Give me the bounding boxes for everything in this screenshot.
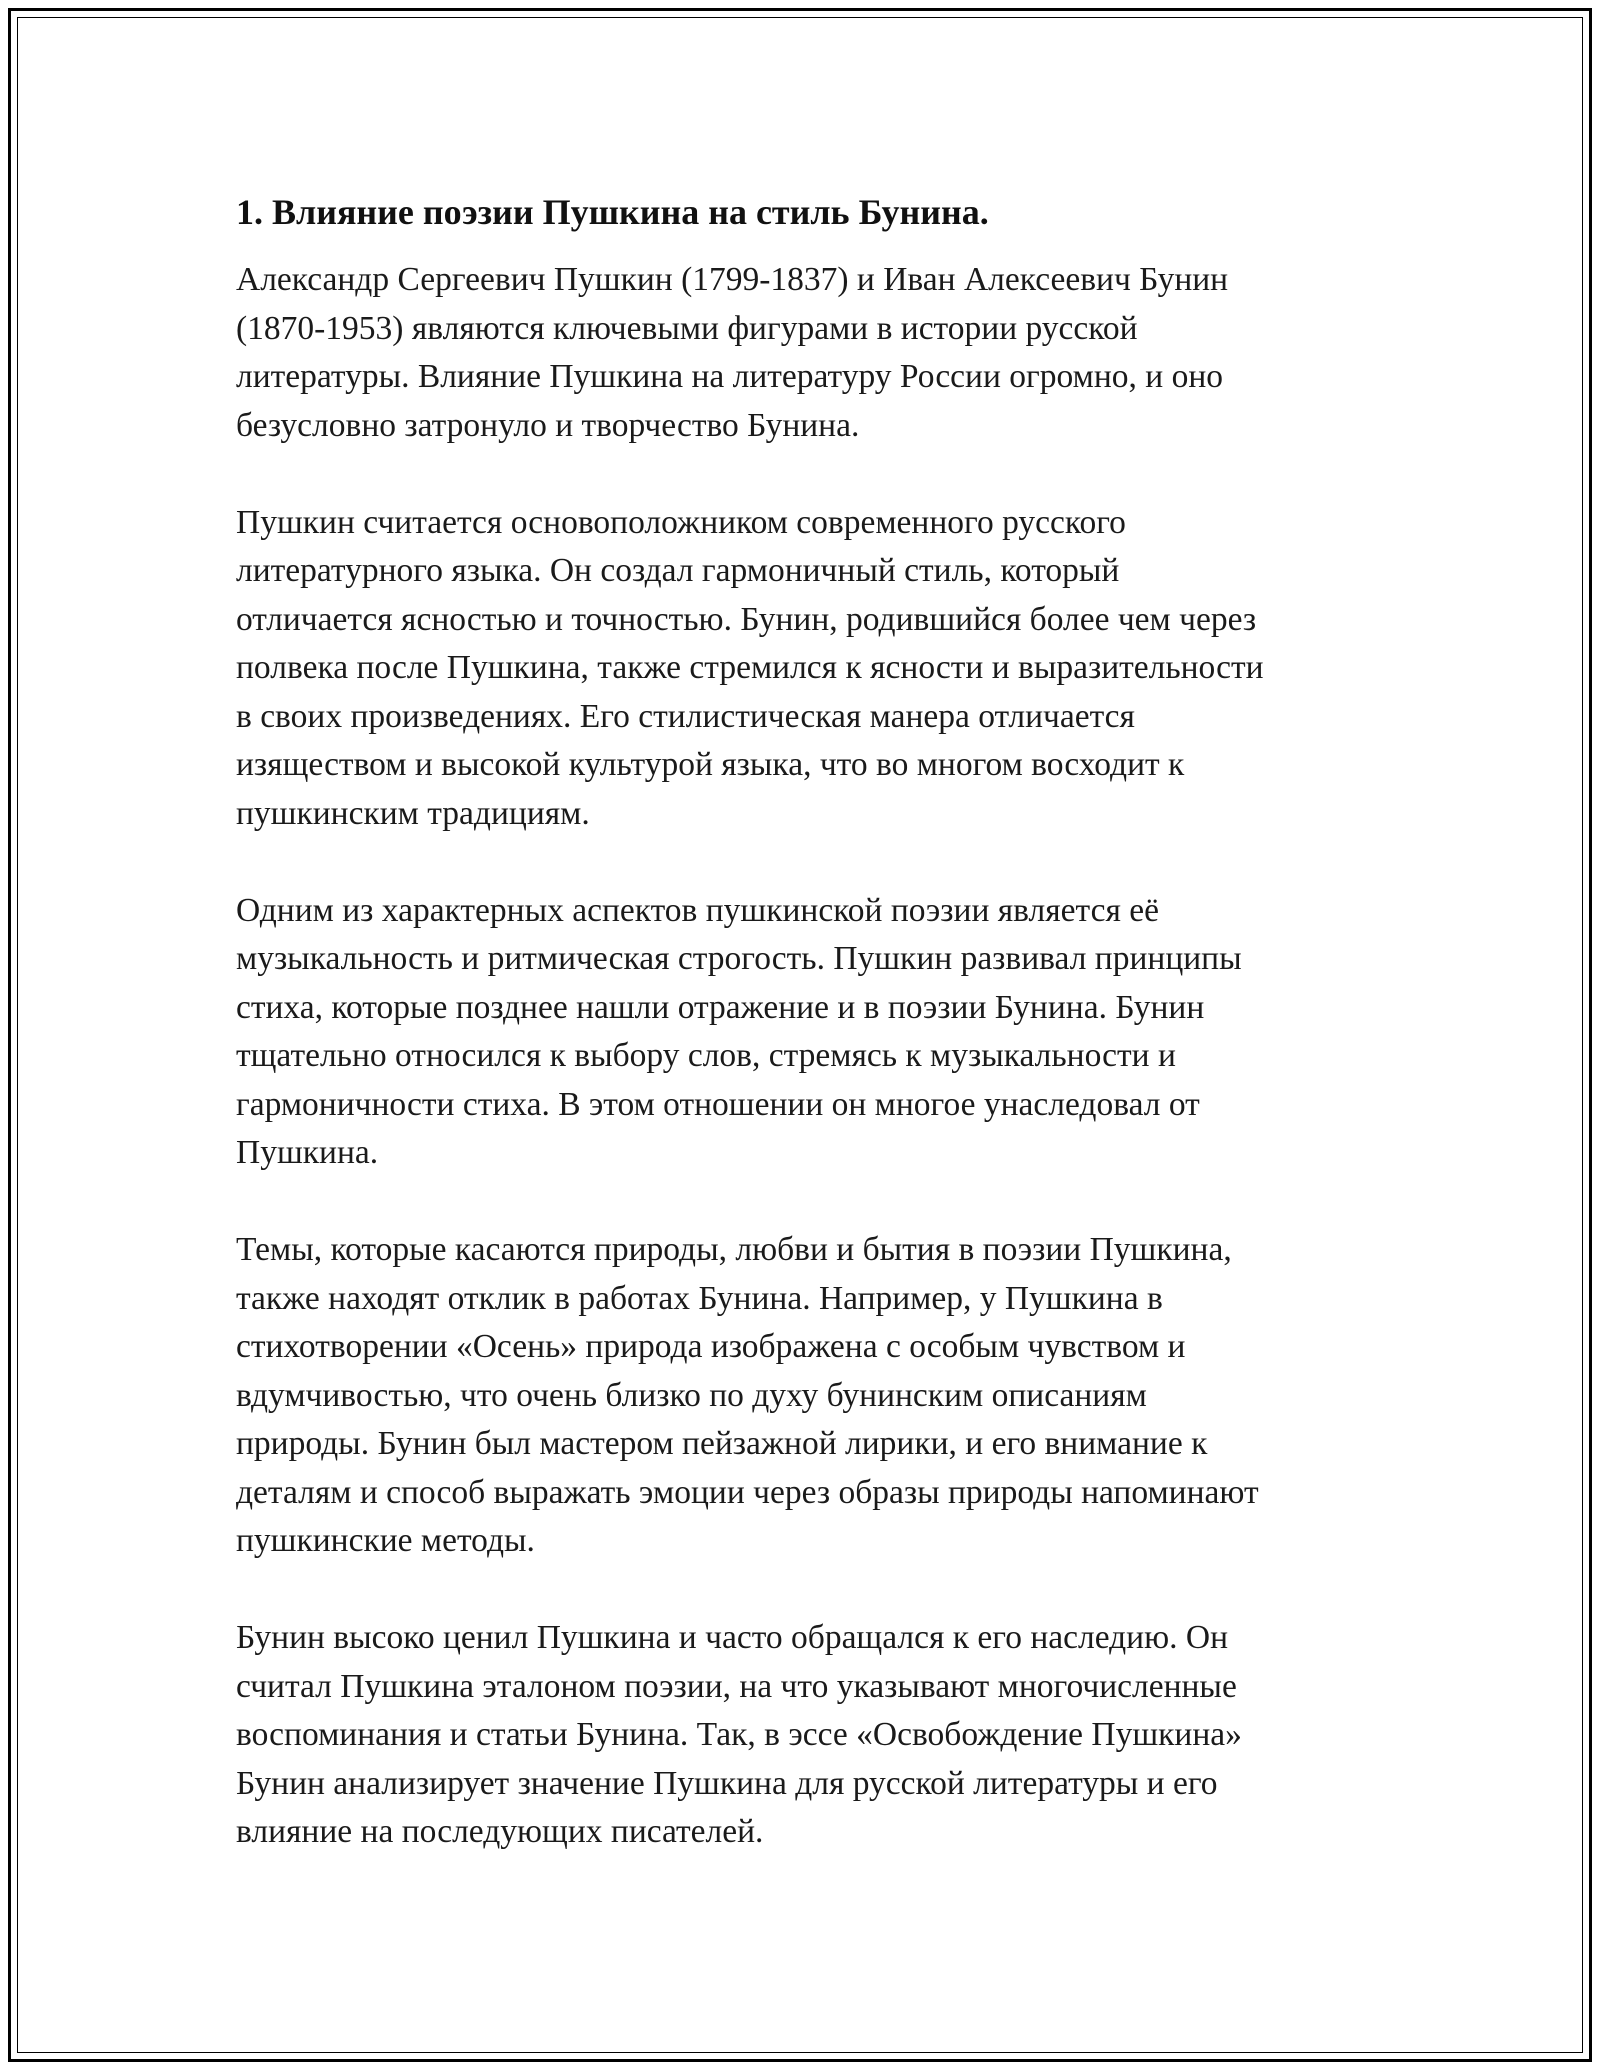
text-line: тщательно относился к выбору слов, стремясь к музыкальности и	[236, 1037, 1176, 1074]
text-line: в своих произведениях. Его стилистическая манера отличается	[236, 697, 1135, 735]
paragraph	[236, 1614, 1396, 1857]
text-line: изяществом и высокой культурой языка, что во многом восходит к	[236, 746, 1185, 783]
text-line: литературного языка. Он создал гармоничный стиль, который	[236, 552, 1120, 589]
text-line: Пушкин считается основоположником современного русского	[236, 503, 1126, 541]
text-line: влияние на последующих писателей.	[236, 1813, 764, 1850]
paragraph-list	[236, 256, 1396, 1857]
text-line: Бунин анализирует значение Пушкина для русской литературы и его	[236, 1764, 1218, 1802]
text-line: полвека после Пушкина, также стремился к ясности и выразительности	[236, 649, 1264, 686]
text-line: Бунин высоко ценил Пушкина и часто обращался к его наследию. Он	[236, 1619, 1228, 1656]
text-line: (1870-1953) являются ключевыми фигурами в истории русской	[236, 309, 1138, 347]
paragraph	[236, 1226, 1396, 1566]
paragraph	[236, 887, 1396, 1178]
text-line: воспоминания и статьи Бунина. Так, в эссе «Освобождение Пушкина»	[236, 1716, 1242, 1753]
text-line: Пушкина.	[236, 1134, 379, 1171]
document-body	[236, 188, 1396, 1905]
text-line: отличается ясностью и точностью. Бунин, родившийся более чем через	[236, 600, 1257, 638]
text-line: также находят отклик в работах Бунина. Например, у Пушкина в	[236, 1279, 1163, 1317]
text-line: литературы. Влияние Пушкина на литературу России огромно, и оно	[236, 358, 1223, 395]
text-line: вдумчивостью, что очень близко по духу бунинским описаниям	[236, 1376, 1147, 1414]
text-line: стиха, которые позднее нашли отражение и в поэзии Бунина. Бунин	[236, 988, 1205, 1026]
text-line: музыкальность и ритмическая строгость. Пушкин развивал принципы	[236, 940, 1242, 977]
text-line: природы. Бунин был мастером пейзажной лирики, и его внимание к	[236, 1425, 1208, 1462]
text-line: считал Пушкина эталоном поэзии, на что указывают многочисленные	[236, 1667, 1237, 1705]
text-line: гармоничности стиха. В этом отношении он многое унаследовал от	[236, 1085, 1200, 1123]
text-line: пушкинские методы.	[236, 1522, 535, 1559]
paragraph	[236, 499, 1396, 839]
paragraph	[236, 256, 1396, 450]
text-line: стихотворении «Осень» природа изображена с особым чувством и	[236, 1328, 1186, 1365]
text-line: пушкинским традициям.	[236, 794, 590, 832]
text-line: Одним из характерных аспектов пушкинской поэзии является её	[236, 891, 1159, 929]
text-line: деталям и способ выражать эмоции через образы природы напоминают	[236, 1473, 1259, 1511]
text-line: Александр Сергеевич Пушкин (1799-1837) и Иван Алексеевич Бунин	[236, 261, 1229, 298]
text-line: безусловно затронуло и творчество Бунина.	[236, 406, 860, 444]
text-line: Темы, которые касаются природы, любви и бытия в поэзии Пушкина,	[236, 1231, 1232, 1268]
section-heading: 1. Влияние поэзии Пушкина на стиль Бунина.	[236, 192, 989, 232]
